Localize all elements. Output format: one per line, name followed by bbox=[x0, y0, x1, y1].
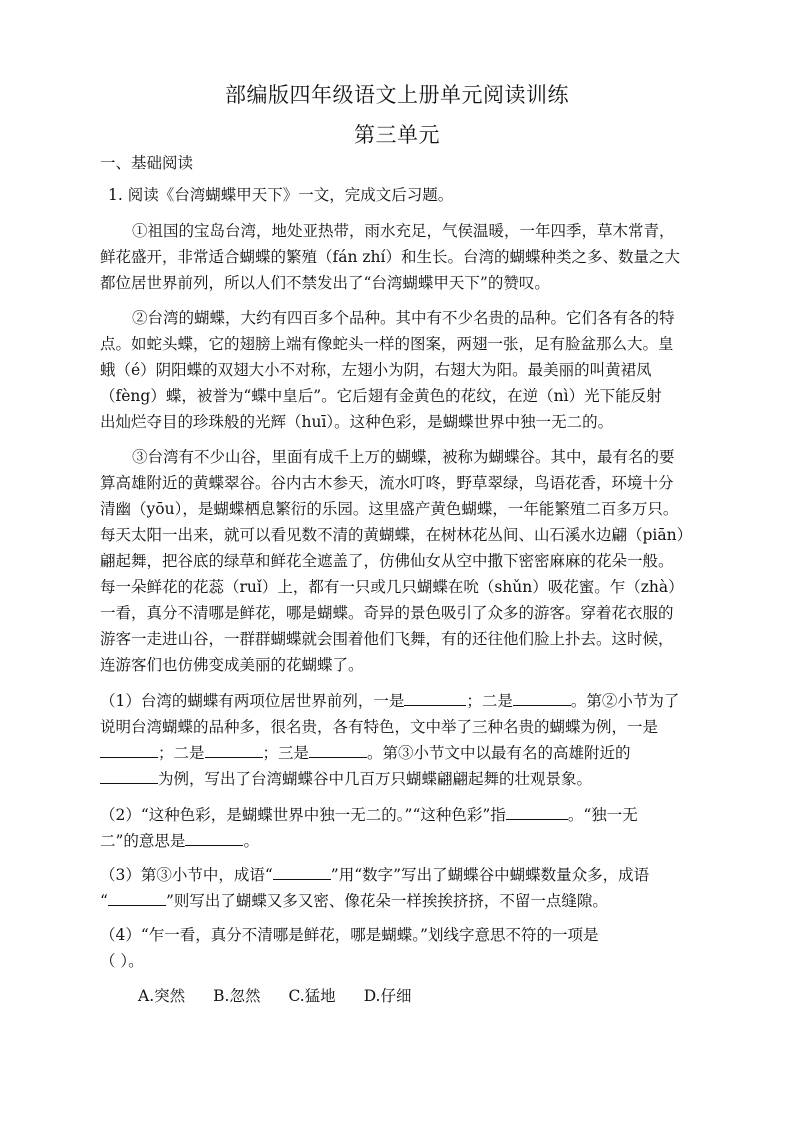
question-1-3-line2: “ ”则写出了蝴蝶又多又密、像花朵一样挨挨挤挤，不留一点缝隙。 bbox=[100, 892, 608, 910]
passage-p3-line: 算高雄附近的黄蝶翠谷。谷内古木参天，流水叮咚，野草翠绿，鸟语花香，环境十分 bbox=[100, 474, 674, 492]
option-a[interactable]: A.突然 bbox=[138, 987, 186, 1005]
passage-p2-line: ②台湾的蝴蝶，大约有四百多个品种。其中有不少名贵的品种。它们各有各的特 bbox=[132, 309, 675, 327]
passage-p2-line: 蛾（é）阴阳蝶的双翅大小不对称，左翅小为阴，右翅大为阳。最美丽的叫黄裙凤 bbox=[100, 361, 652, 379]
option-d[interactable]: D.仔细 bbox=[363, 987, 412, 1005]
passage-p1-line: 鲜花盛开，非常适合蝴蝶的繁殖（fán zhí）和生长。台湾的蝴蝶种类之多、数量之大 bbox=[100, 248, 680, 266]
passage-p1-line: 都位居世界前列，所以人们不禁发出了“台湾蝴蝶甲天下”的赞叹。 bbox=[100, 274, 550, 292]
passage-p3-line: 游客一走进山谷，一群群蝴蝶就会围着他们飞舞，有的还往他们脸上扑去。这时候， bbox=[100, 630, 674, 648]
passage-p3-line: 一看，真分不清哪是鲜花，哪是蝴蝶。奇异的景色吸引了众多的游客。穿着花衣服的 bbox=[100, 604, 674, 622]
answer-blank[interactable] bbox=[100, 743, 158, 758]
passage-p3-line: 每一朵鲜花的花蕊（ruǐ）上，都有一只或几只蝴蝶在吮（shǔn）吸花蜜。乍（zhà） bbox=[100, 578, 684, 596]
answer-blank[interactable] bbox=[404, 691, 466, 706]
passage-p3-line: 翩起舞，把谷底的绿草和鲜花全遮盖了，仿佛仙女从空中撒下密密麻麻的花朵一般。 bbox=[100, 552, 674, 570]
question-1-3: （3）第③小节中，成语“ ”用“数字”写出了蝴蝶谷中蝴蝶数量众多，成语 bbox=[100, 866, 650, 884]
question-1-heading: 1. 阅读《台湾蝴蝶甲天下》一文，完成文后习题。 bbox=[108, 186, 454, 204]
document-title: 部编版四年级语文上册单元阅读训练 bbox=[225, 83, 569, 107]
question-1-4-answer-paren: （ ）。 bbox=[100, 952, 144, 970]
passage-p3-line: 连游客们也仿佛变成美丽的花蝴蝶了。 bbox=[100, 656, 364, 674]
passage-p3-line: ③台湾有不少山谷，里面有成千上万的蝴蝶，被称为蝴蝶谷。其中，最有名的要 bbox=[132, 448, 675, 466]
question-1-2: （2）“这种色彩，是蝴蝶世界中独一无二的。”“这种色彩”指 。“独一无 bbox=[100, 806, 638, 824]
passage-p1-line: ①祖国的宝岛台湾，地处亚热带，雨水充足，气侯温暖，一年四季，草木常青， bbox=[132, 222, 675, 240]
answer-blank[interactable] bbox=[100, 769, 158, 784]
section-heading: 一、基础阅读 bbox=[100, 154, 194, 172]
question-1-1: （1）台湾的蝴蝶有两项位居世界前列，一是 ；二是 。第②小节为了 bbox=[100, 692, 680, 710]
passage-p2-line: 出灿烂夺目的珍珠般的光辉（huī）。这种色彩，是蝴蝶世界中独一无二的。 bbox=[100, 413, 614, 431]
question-1-1-line2: 说明台湾蝴蝶的品种多，很名贵，各有特色，文中举了三种名贵的蝴蝶为例，一是 bbox=[100, 718, 659, 736]
question-1-1-line4: 为例，写出了台湾蝴蝶谷中几百万只蝴蝶翩翩起舞的壮观景象。 bbox=[100, 766, 592, 792]
passage-p2-line: （fèng）蝶，被誉为“蝶中皇后”。它后翅有金黄色的花纹，在逆（nì）光下能反射 bbox=[100, 387, 662, 405]
question-1-2-line2: 二”的意思是 。 bbox=[100, 832, 259, 850]
passage-p2-line: 点。如蛇头蝶，它的翅膀上端有像蛇头一样的图案，两翅一张，足有脸盆那么大。皇 bbox=[100, 335, 674, 353]
answer-blank[interactable] bbox=[205, 743, 263, 758]
question-1-4: （4）“乍一看，真分不清哪是鲜花，哪是蝴蝶。”划线字意思不符的一项是 bbox=[100, 926, 599, 944]
unit-title: 第三单元 bbox=[354, 123, 440, 147]
answer-blank[interactable] bbox=[506, 805, 568, 820]
answer-blank[interactable] bbox=[185, 831, 243, 846]
question-1-1-line3: ；二是 ；三是 。第③小节文中以最有名的高雄附近的 bbox=[100, 740, 631, 766]
question-1-4-options bbox=[138, 983, 412, 1009]
answer-blank[interactable] bbox=[273, 865, 331, 880]
answer-blank[interactable] bbox=[108, 891, 166, 906]
option-b[interactable]: B.忽然 bbox=[213, 987, 261, 1005]
answer-blank[interactable] bbox=[513, 691, 571, 706]
passage-p3-line: 清幽（yōu），是蝴蝶栖息繁衍的乐园。这里盛产黄色蝴蝶，一年能繁殖二百多万只。 bbox=[100, 500, 679, 518]
answer-blank[interactable] bbox=[309, 743, 367, 758]
option-c[interactable]: C.猛地 bbox=[288, 987, 336, 1005]
passage-p3-line: 每天太阳一出来，就可以看见数不清的黄蝴蝶，在树林花丛间、山石溪水边翩（piān） bbox=[100, 526, 693, 544]
